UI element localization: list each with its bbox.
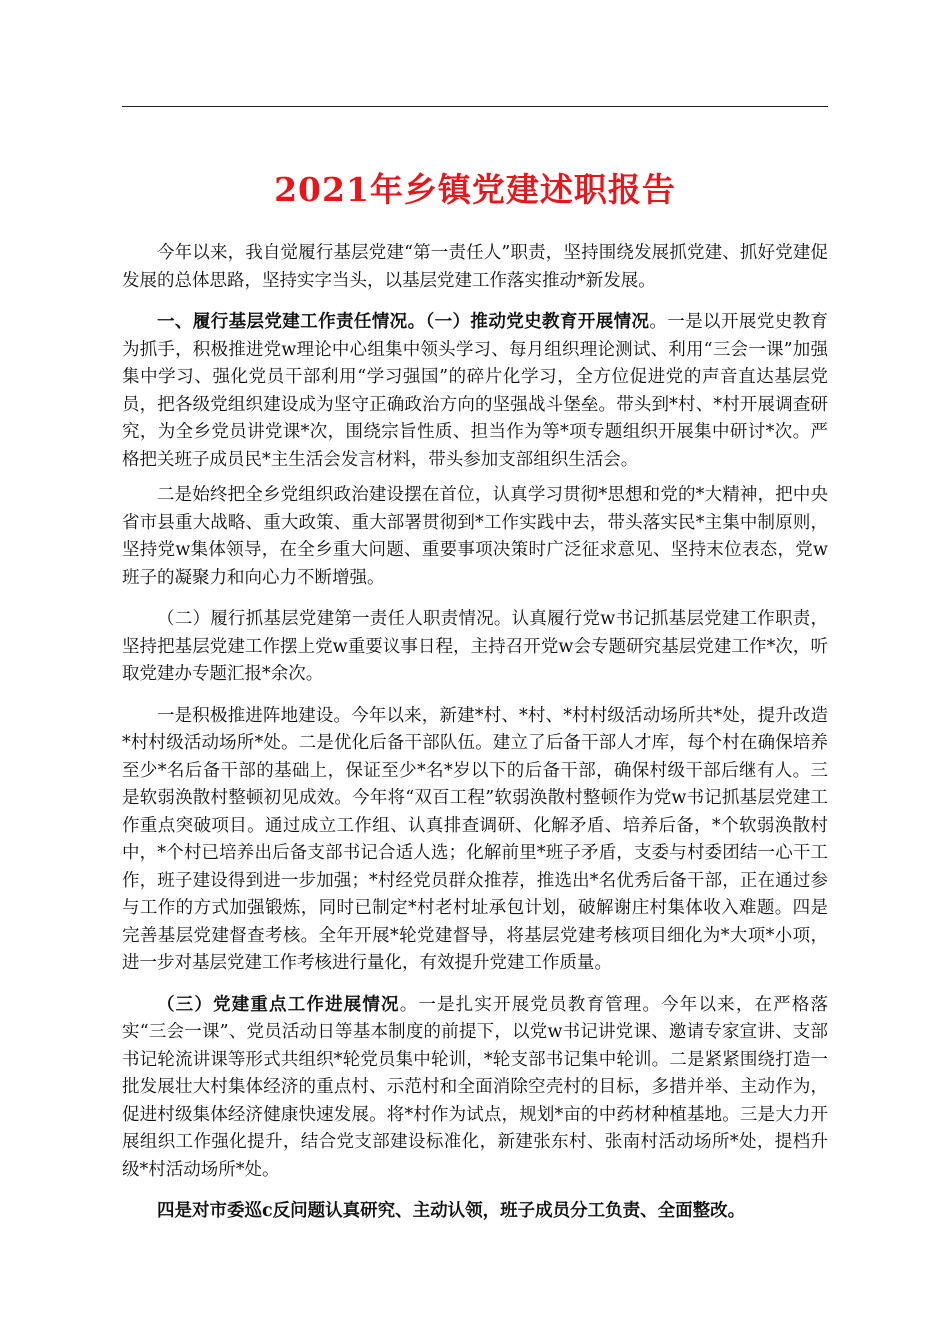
rectification-paragraph: 四是对市委巡c反问题认真研究、主动认领，班子成员分工负责、全面整改。 (157, 1201, 746, 1221)
section1-paragraph (122, 309, 828, 474)
key-work-paragraph (122, 992, 828, 1185)
construction-details-paragraph: 一是积极推进阵地建设。今年以来，新建*村、*村、*村村级活动场所共*处，提升改造*村村级活动场所*处。二是优化后备干部队伍。建立了后备干部人才库，每个村在确保培养至少*名后备干部的基础上，保证至少*名*岁以下的后备干部，确保村级干部后继有人。三是软弱涣散村整顿初见成效。今年将“双百工程”软弱涣散村整顿作为党w书记抓基层党建工作重点突破项目。通过成立工作组、认真排查调研、化解矛盾、培养后备，*个软弱涣散村中，*个村已培养出后备支部书记合适人选；化解前里*班子矛盾，支委与村委团结一心干工作，班子建设得到进一步加强；*村经党员群众推荐，推选出*名优秀后备干部，正在通过参与工作的方式加强锻炼，同时已制定*村老村址承包计划，破解谢庄村集体收入难题。四是完善基层党建督查考核。全年开展*轮党建督导，将基层党建考核项目细化为*大项*小项，进一步对基层党建工作考核进行量化，有效提升党建工作质量。 (122, 705, 828, 973)
section1-subheading: （一）推动党史教育开展情况 (425, 312, 650, 332)
key-work-text: 。一是扎实开展党员教育管理。今年以来，在严格落实“三会一课”、党员活动日等基本制度的前提下，以党w书记讲党课、邀请专家宣讲、支部书记轮流讲课等形式共组织*轮党员集中轮训，*轮支部书记集中轮训。二是紧紧围绕打造一批发展壮大村集体经济的重点村、示范村和全面消除空壳村的目标，多措并举、主动作为，促进村级集体经济健康快速发展。将*村作为试点，规划*亩的中药材种植基地。三是大力开展组织工作强化提升，结合党支部建设标准化，新建张东村、张南村活动场所*处，提档升级*村活动场所*处。 (122, 994, 829, 1180)
political-construction-paragraph: 二是始终把全乡党组织政治建设摆在首位，认真学习贯彻*思想和党的*大精神，把中央省市县重大战略、重大政策、重大部署贯彻到*工作实践中去，带头落实民*主集中制原则，坚持党w集体领导，在全乡重大问题、重要事项决策时广泛征求意见、坚持末位表态，党w班子的凝聚力和向心力不断增强。 (122, 485, 828, 588)
responsibility-paragraph: （二）履行抓基层党建第一责任人职责情况。认真履行党w书记抓基层党建工作职责，坚持把基层党建工作摆上党w重要议事日程，主持召开党w会专题研究基层党建工作*次，听取党建办专题汇报*余次。 (122, 609, 828, 684)
intro-paragraph: 今年以来，我自觉履行基层党建“第一责任人”职责，坚持围绕发展抓党建、抓好党建促发展的总体思路，坚持实字当头，以基层党建工作落实推动*新发展。 (122, 243, 828, 291)
document-title: 2021年乡镇党建述职报告 (274, 170, 676, 209)
header-rule (122, 106, 828, 107)
section1-heading: 一、履行基层党建工作责任情况。 (157, 312, 426, 332)
key-work-heading: （三）党建重点工作进展情况 (157, 994, 400, 1015)
section1-text: 。一是以开展党史教育为抓手，积极推进党w理论中心组集中领头学习、每月组织理论测试、利用“三会一课”加强集中学习、强化党员干部利用“学习强国”的碎片化学习，全方位促进党的声音直达基层党员，把各级党组织建设成为坚守正确政治方向的坚强战斗堡垒。带头到*村、*村开展调查研究，为全乡党员讲党课*次，围绕宗旨性质、担当作为等*项专题组织开展集中研讨*次。严格把关班子成员民*主生活会发言材料，带头参加支部组织生活会。 (122, 312, 829, 470)
document-body (122, 240, 828, 1240)
